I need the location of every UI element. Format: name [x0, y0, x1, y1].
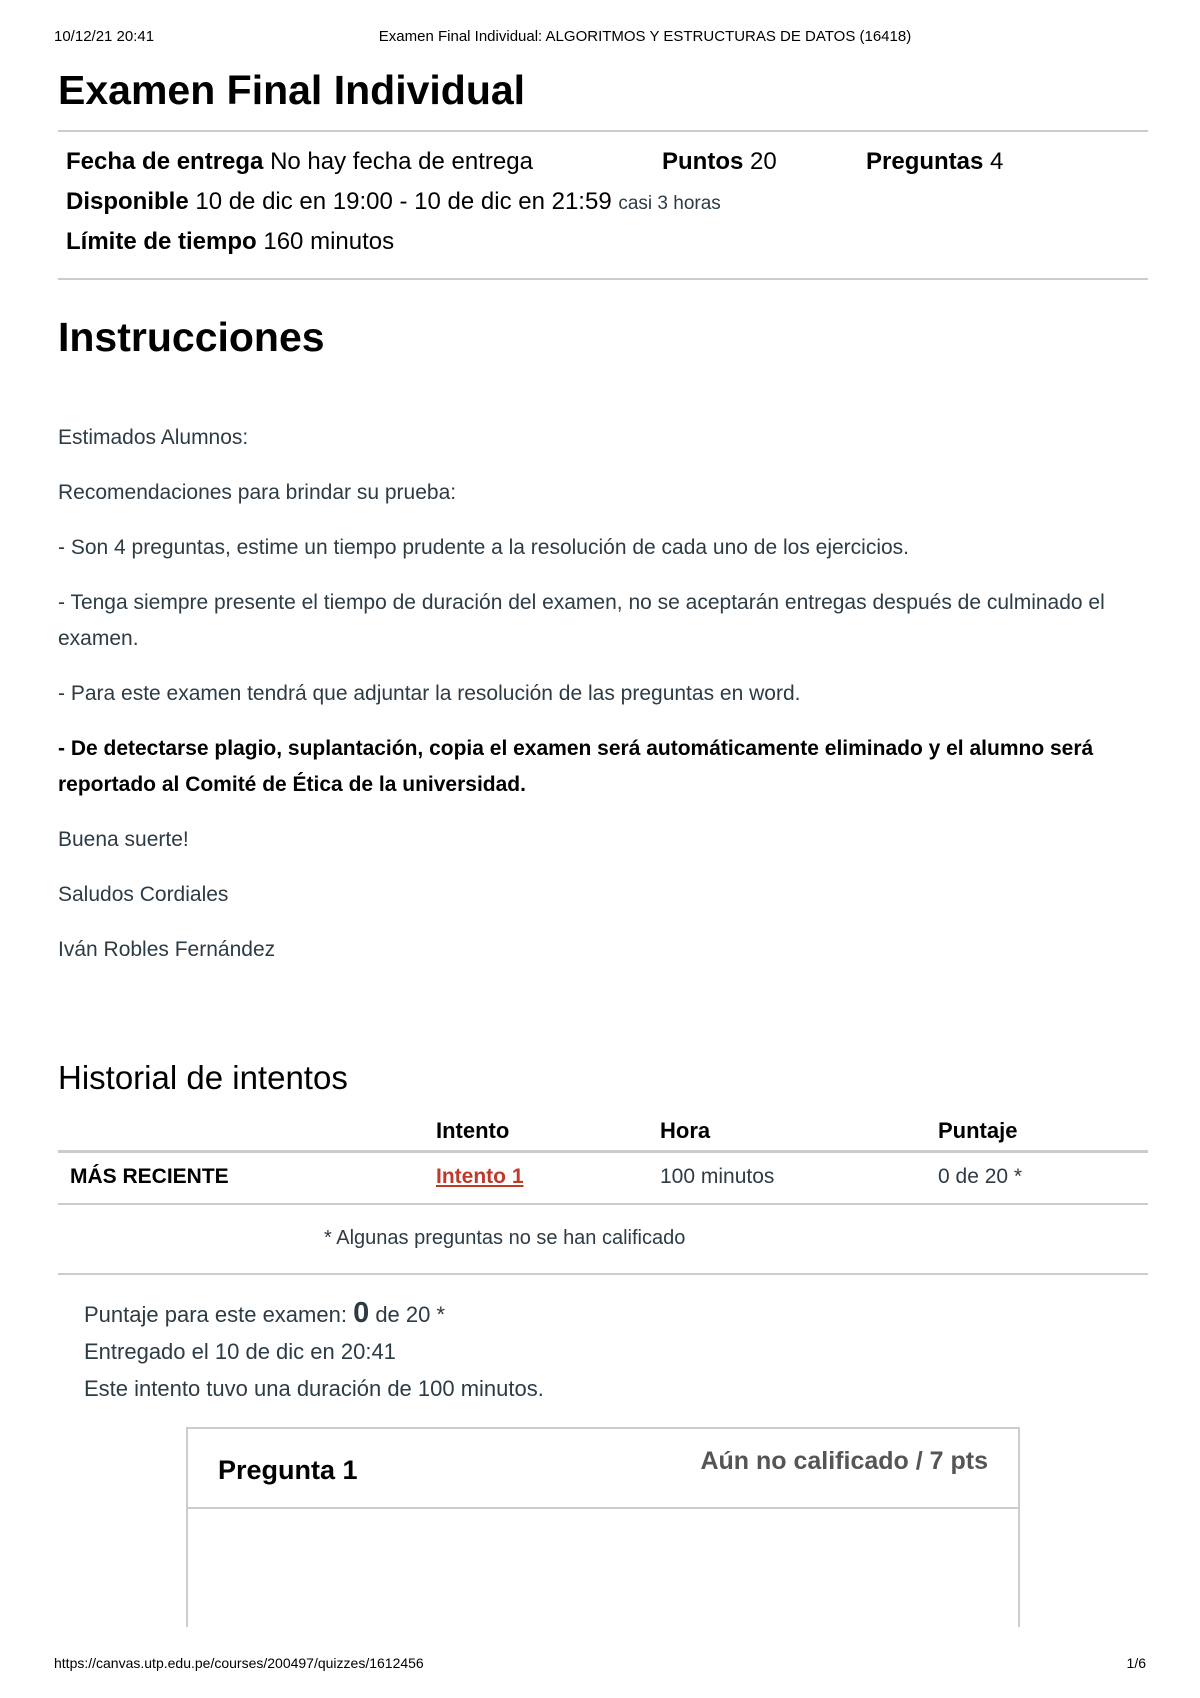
attempt-link[interactable]: Intento 1	[436, 1165, 524, 1188]
question-points: Aún no calificado / 7 pts	[700, 1447, 988, 1475]
due-date-row	[66, 148, 533, 176]
score-summary	[58, 1295, 1148, 1407]
points-row	[662, 148, 777, 176]
attempt-cell	[436, 1152, 660, 1205]
available-label: Disponible	[66, 188, 189, 215]
duration-line: Este intento tuvo una duración de 100 minutos.	[84, 1376, 544, 1401]
due-date-value: No hay fecha de entrega	[270, 148, 533, 175]
question-header	[188, 1429, 1018, 1509]
most-recent-label: MÁS RECIENTE	[58, 1152, 436, 1205]
score-prefix: Puntaje para este examen:	[84, 1302, 354, 1327]
score-value: 0	[353, 1297, 370, 1329]
quiz-title: Examen Final Individual	[58, 67, 526, 113]
instruction-paragraph: - Para este examen tendrá que adjuntar la resolución de las preguntas en word.	[58, 682, 801, 705]
instruction-paragraph: - Tenga siempre presente el tiempo de duración del examen, no se aceptarán entregas después de culminado el examen.	[58, 591, 1105, 650]
attempt-score: 0 de 20 *	[938, 1152, 1148, 1205]
instruction-paragraph: Saludos Cordiales	[58, 883, 229, 906]
available-note: casi 3 horas	[618, 193, 721, 214]
instruction-paragraph: Estimados Alumnos:	[58, 426, 249, 449]
instruction-warning: - De detectarse plagio, suplantación, copia el examen será automáticamente eliminado y el alumno será reportado al Comité de Ética de la universidad.	[58, 737, 1094, 796]
ungraded-footnote: * Algunas preguntas no se han calificado	[324, 1227, 686, 1249]
print-date: 10/12/21 20:41	[54, 28, 155, 45]
quiz-content	[58, 62, 1148, 1627]
table-header-attempt: Intento	[436, 1114, 660, 1152]
attempt-history-table	[58, 1114, 1148, 1205]
points-label: Puntos	[662, 148, 744, 175]
divider	[58, 278, 1148, 280]
question-card	[186, 1427, 1020, 1627]
available-row	[66, 188, 721, 216]
available-value: 10 de dic en 19:00 - 10 de dic en 21:59	[195, 188, 612, 215]
questions-row	[866, 148, 1003, 176]
question-title: Pregunta 1	[218, 1455, 358, 1485]
print-document-title: Examen Final Individual: ALGORITMOS Y ESTRUCTURAS DE DATOS (16418)	[378, 28, 912, 45]
print-url: https://canvas.utp.edu.pe/courses/200497/quizzes/1612456	[54, 1655, 424, 1671]
attempt-time: 100 minutos	[660, 1152, 938, 1205]
instruction-paragraph: Buena suerte!	[58, 828, 189, 851]
table-header-score: Puntaje	[938, 1114, 1148, 1152]
quiz-score-line	[84, 1295, 1148, 1333]
table-header-time: Hora	[660, 1114, 938, 1152]
instructions-title: Instrucciones	[58, 314, 325, 360]
time-limit-value: 160 minutos	[263, 228, 395, 255]
page-number: 1/6	[1126, 1655, 1146, 1671]
score-suffix: de 20 *	[369, 1302, 446, 1327]
quiz-details	[58, 132, 1148, 278]
print-footer	[54, 1655, 1146, 1675]
attempt-history-title: Historial de intentos	[58, 1059, 348, 1096]
table-header-empty	[58, 1114, 436, 1152]
divider	[58, 1273, 1148, 1275]
questions-label: Preguntas	[866, 148, 984, 175]
instruction-paragraph: - Son 4 preguntas, estime un tiempo prudente a la resolución de cada uno de los ejercicios.	[58, 536, 910, 559]
print-header	[54, 28, 1146, 48]
instruction-paragraph: Recomendaciones para brindar su prueba:	[58, 481, 457, 504]
time-limit-label: Límite de tiempo	[66, 228, 257, 255]
table-header-row	[58, 1114, 1148, 1152]
instruction-signature: Iván Robles Fernández	[58, 938, 276, 961]
submitted-line: Entregado el 10 de dic en 20:41	[84, 1339, 396, 1364]
instructions-body	[58, 420, 1148, 968]
time-limit-row	[66, 228, 394, 256]
questions-value: 4	[990, 148, 1004, 175]
points-value: 20	[750, 148, 777, 175]
table-row	[58, 1152, 1148, 1205]
due-date-label: Fecha de entrega	[66, 148, 264, 175]
